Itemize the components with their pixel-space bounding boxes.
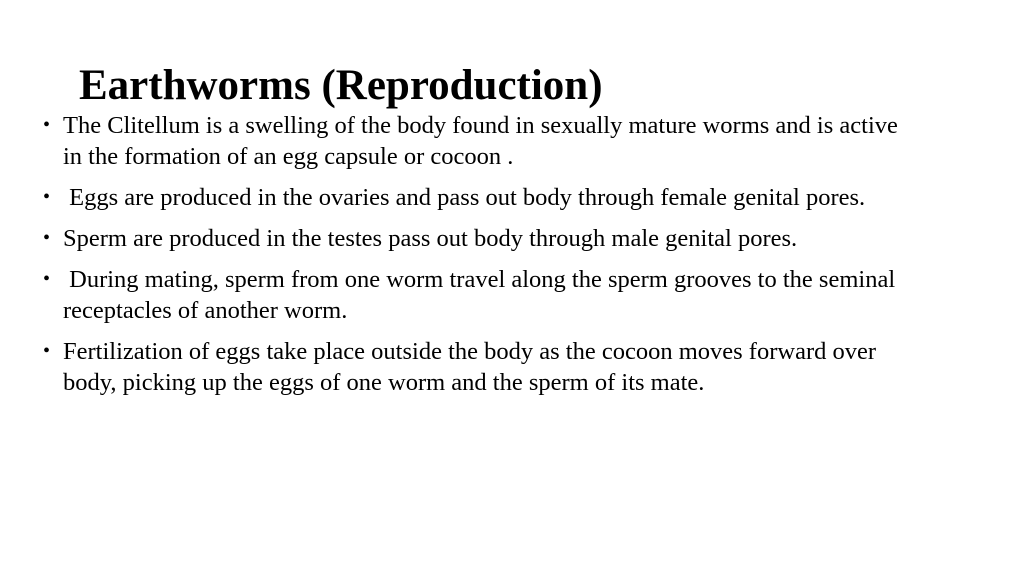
bullet-text: Fertilization of eggs take place outside the body as the cocoon moves forward over body, picking up the eggs of one worm and the sperm of its mate. — [63, 338, 883, 396]
bullet-text: During mating, sperm from one worm travel along the sperm grooves to the seminal receptacles of another worm. — [63, 266, 902, 324]
bullet-text: Eggs are produced in the ovaries and pass out body through female genital pores. — [63, 184, 866, 211]
bullet-icon: • — [43, 340, 51, 362]
bullet-text: Sperm are produced in the testes pass out body through male genital pores. — [63, 225, 798, 252]
bullet-list — [0, 110, 1024, 408]
bullet-item-eggs — [0, 182, 923, 213]
bullet-icon: • — [43, 186, 51, 208]
bullet-icon: • — [43, 114, 51, 136]
bullet-text: The Clitellum is a swelling of the body found in sexually mature worms and is active in the formation of an egg capsule or cocoon . — [63, 112, 905, 170]
bullet-item-fertilization — [0, 336, 923, 398]
bullet-item-mating — [0, 264, 923, 326]
slide-title: Earthworms (Reproduction) — [79, 62, 603, 109]
bullet-item-sperm — [0, 223, 923, 254]
bullet-icon: • — [43, 227, 51, 249]
bullet-item-clitellum — [0, 110, 923, 172]
bullet-icon: • — [43, 268, 51, 290]
